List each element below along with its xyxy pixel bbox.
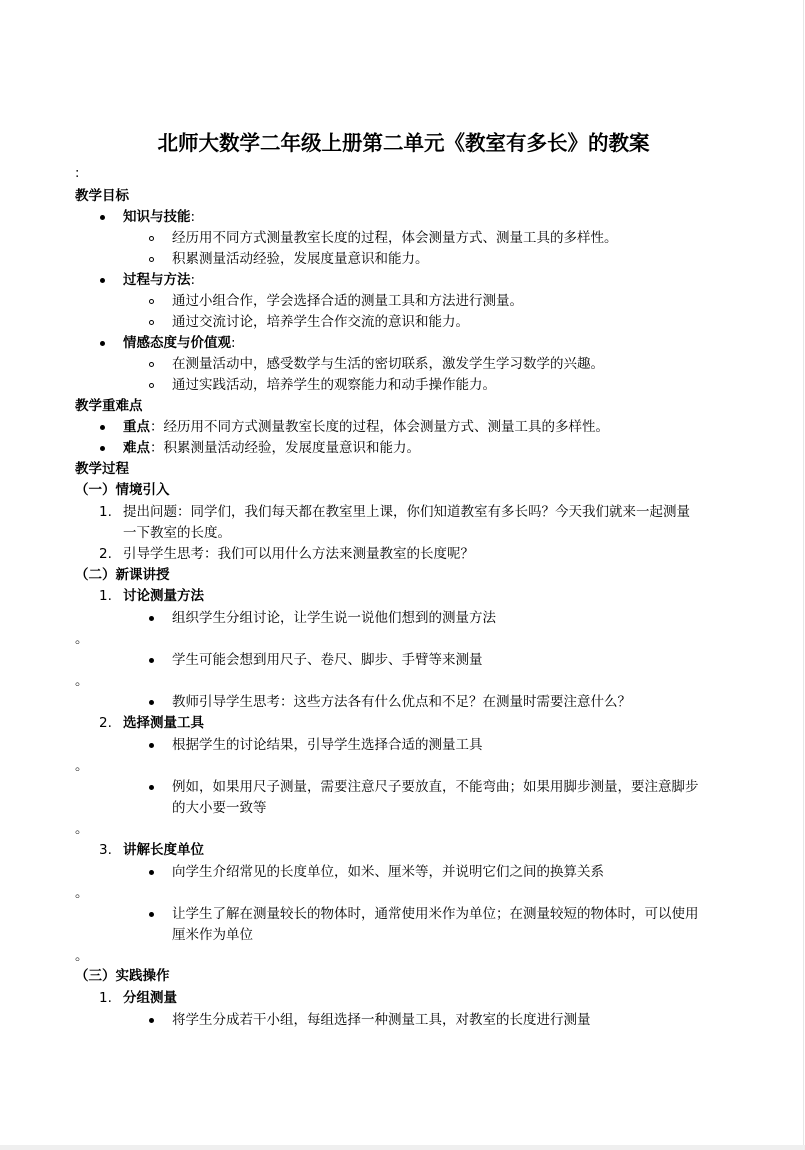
subsection-heading: （二）新课讲授	[75, 567, 170, 583]
list-number: 1.	[99, 588, 112, 604]
bullet-circle	[149, 362, 154, 367]
bullet-text: 组织学生分组讨论，让学生说一说他们想到的测量方法	[172, 610, 496, 626]
list-item-text: 提出问题：同学们，我们每天都在教室里上课，你们知道教室有多长吗？今天我们就来一起测量	[123, 504, 690, 520]
list-number: 2.	[99, 715, 112, 731]
objective-item: 经历用不同方式测量教室长度的过程，体会测量方式、测量工具的多样性。	[172, 230, 618, 246]
bullet-circle	[149, 299, 154, 304]
bullet-dot	[149, 700, 154, 705]
bullet-text: 向学生介绍常见的长度单位，如米、厘米等，并说明它们之间的换算关系	[172, 864, 604, 880]
page-bottom-edge	[0, 1145, 805, 1150]
list-number: 1.	[99, 504, 112, 520]
subsection-heading: （一）情境引入	[75, 482, 170, 498]
list-number: 3.	[99, 842, 112, 858]
bullet-text: 根据学生的讨论结果，引导学生选择合适的测量工具	[172, 737, 483, 753]
bullet-circle	[149, 383, 154, 388]
objective-item: 通过小组合作，学会选择合适的测量工具和方法进行测量。	[172, 293, 523, 309]
bullet-text: 教师引导学生思考：这些方法各有什么优点和不足？在测量时需要注意什么？	[172, 694, 631, 710]
bullet-text: 学生可能会想到用尺子、卷尺、脚步、手臂等来测量	[172, 652, 483, 668]
trailing-period: 。	[75, 885, 89, 901]
bullet-dot	[149, 870, 154, 875]
bullet-circle	[149, 320, 154, 325]
objective-group-3: 情感态度与价值观:	[123, 335, 236, 351]
key-point-item: 难点：积累测量活动经验，发展度量意识和能力。	[123, 440, 420, 456]
list-number: 2.	[99, 546, 112, 562]
list-number: 1.	[99, 990, 112, 1006]
trailing-period: 。	[75, 631, 89, 647]
objective-item: 通过交流讨论，培养学生合作交流的意识和能力。	[172, 314, 469, 330]
trailing-period: 。	[75, 673, 89, 689]
bullet-dot	[100, 446, 105, 451]
list-item-label: 讲解长度单位	[123, 842, 204, 858]
bullet-circle	[149, 236, 154, 241]
section-heading-objectives: 教学目标	[75, 188, 129, 204]
objective-item: 通过实践活动，培养学生的观察能力和动手操作能力。	[172, 377, 496, 393]
bullet-dot	[149, 743, 154, 748]
objective-item: 在测量活动中，感受数学与生活的密切联系，激发学生学习数学的兴趣。	[172, 356, 604, 372]
bullet-dot	[100, 425, 105, 430]
objective-group-1: 知识与技能:	[123, 209, 196, 225]
objective-group-2: 过程与方法:	[123, 272, 196, 288]
bullet-dot	[149, 616, 154, 621]
section-heading-process: 教学过程	[75, 461, 129, 477]
trailing-period: 。	[75, 821, 89, 837]
list-item-label: 讨论测量方法	[123, 588, 204, 604]
bullet-text: 的大小要一致等	[172, 800, 267, 816]
bullet-dot	[100, 341, 105, 346]
list-item-text: 一下教室的长度。	[123, 525, 231, 541]
bullet-dot	[149, 912, 154, 917]
bullet-text: 例如，如果用尺子测量，需要注意尺子要放直，不能弯曲；如果用脚步测量，要注意脚步	[172, 779, 699, 795]
bullet-dot	[100, 215, 105, 220]
list-item-label: 选择测量工具	[123, 715, 204, 731]
section-heading-key-points: 教学重难点	[75, 398, 143, 414]
list-item-text: 引导学生思考：我们可以用什么方法来测量教室的长度呢？	[123, 546, 474, 562]
page-title: 北师大数学二年级上册第二单元《教室有多长》的教案	[157, 131, 650, 155]
document-page	[1, 0, 804, 1145]
trailing-period: 。	[75, 948, 89, 964]
objective-item: 积累测量活动经验，发展度量意识和能力。	[172, 251, 429, 267]
bullet-dot	[149, 785, 154, 790]
trailing-period: 。	[75, 758, 89, 774]
stray-colon: :	[75, 166, 80, 181]
bullet-circle	[149, 257, 154, 262]
bullet-text: 厘米作为单位	[172, 927, 253, 943]
subsection-heading: （三）实践操作	[75, 968, 170, 984]
key-point-item: 重点：经历用不同方式测量教室长度的过程，体会测量方式、测量工具的多样性。	[123, 419, 609, 435]
bullet-text: 将学生分成若干小组，每组选择一种测量工具，对教室的长度进行测量	[172, 1012, 591, 1028]
bullet-dot	[100, 278, 105, 283]
bullet-dot	[149, 658, 154, 663]
list-item-label: 分组测量	[123, 990, 177, 1006]
bullet-dot	[149, 1018, 154, 1023]
bullet-text: 让学生了解在测量较长的物体时，通常使用米作为单位；在测量较短的物体时，可以使用	[172, 906, 699, 922]
